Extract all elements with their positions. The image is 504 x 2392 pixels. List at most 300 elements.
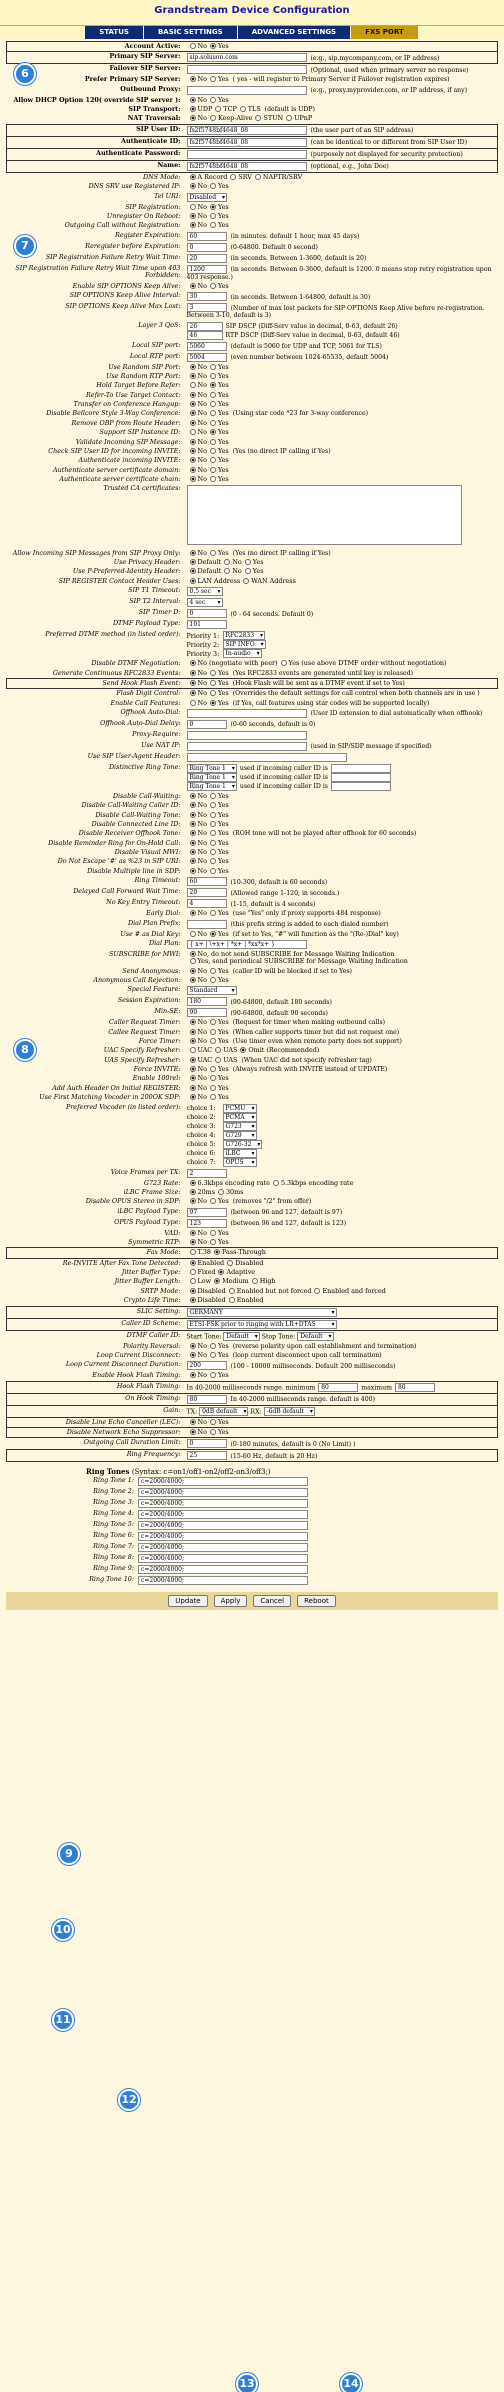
refer-to-use-target-contact-option[interactable] bbox=[187, 391, 207, 399]
support-sip-instance-id-option[interactable] bbox=[207, 428, 229, 436]
disable-call-waiting-tone-option[interactable] bbox=[207, 811, 229, 819]
use-random-sip-port-option[interactable] bbox=[187, 363, 207, 371]
sip-registration-failure-retry-wait-time-input[interactable]: 20 bbox=[187, 254, 227, 263]
enable-call-features-option[interactable] bbox=[207, 699, 229, 707]
loop-current-disconnect-duration-input[interactable]: 200 bbox=[187, 1361, 227, 1370]
dtmf-select[interactable]: RFC2833 ▾ bbox=[223, 631, 266, 640]
caller-request-timer-option[interactable] bbox=[187, 1018, 207, 1026]
disable-multiple-line-in-sdp-option[interactable] bbox=[187, 867, 207, 875]
radio-button[interactable] bbox=[210, 439, 216, 445]
validate-incoming-sip-message-option[interactable] bbox=[187, 438, 207, 446]
transfer-on-conference-hangup-option[interactable] bbox=[207, 400, 229, 408]
radio-button[interactable] bbox=[190, 1198, 196, 1204]
loop-current-disconnect-option[interactable] bbox=[187, 1351, 207, 1359]
ring-tone-input[interactable]: c=2000/4000; bbox=[138, 1532, 308, 1541]
caller-id-input[interactable] bbox=[331, 782, 391, 791]
use-p-preferred-identity-header-option[interactable] bbox=[187, 567, 222, 575]
radio-button[interactable] bbox=[230, 174, 236, 180]
sip-t1-timeout-select[interactable]: 0.5 sec ▾ bbox=[187, 587, 223, 596]
radio-button[interactable] bbox=[210, 364, 216, 370]
radio-button[interactable] bbox=[190, 476, 196, 482]
enable-100rel-option[interactable] bbox=[187, 1074, 207, 1082]
dns-srv-use-registered-ip-option[interactable] bbox=[187, 182, 207, 190]
radio-button[interactable] bbox=[210, 700, 216, 706]
use-random-rtp-port-option[interactable] bbox=[207, 372, 229, 380]
allow-incoming-sip-messages-from-sip-pro-option[interactable] bbox=[207, 549, 229, 557]
check-sip-user-id-for-incoming-invite-option[interactable] bbox=[187, 447, 207, 455]
outgoing-call-duration-limit-input[interactable]: 0 bbox=[187, 1439, 227, 1448]
check-sip-user-id-for-incoming-invite-option[interactable] bbox=[207, 447, 229, 455]
radio-button[interactable] bbox=[227, 1260, 233, 1266]
radio-button[interactable] bbox=[240, 1047, 246, 1053]
radio-button[interactable] bbox=[224, 559, 230, 565]
disable-bellcore-style-3-way-conference-option[interactable] bbox=[187, 409, 207, 417]
hold-target-before-refer-option[interactable] bbox=[207, 381, 229, 389]
use-privacy-header-option[interactable] bbox=[187, 558, 222, 566]
jitter-buffer-length-option[interactable] bbox=[249, 1277, 276, 1285]
radio-button[interactable] bbox=[190, 1057, 196, 1063]
hook-flash-max-input[interactable]: 80 bbox=[395, 1383, 435, 1392]
radio-button[interactable] bbox=[190, 958, 196, 964]
dtmf-select[interactable]: SIP INFO ▾ bbox=[223, 640, 266, 649]
primary-sip-server-input[interactable]: sip.soluson.com bbox=[187, 53, 307, 62]
radio-button[interactable] bbox=[214, 1278, 220, 1284]
radio-button[interactable] bbox=[190, 1429, 196, 1435]
symmetric-rtp-option[interactable] bbox=[187, 1238, 207, 1246]
apply-button[interactable]: Apply bbox=[214, 1595, 248, 1607]
use-privacy-header-option[interactable] bbox=[221, 558, 241, 566]
radio-button[interactable] bbox=[190, 1230, 196, 1236]
radio-button[interactable] bbox=[190, 410, 196, 416]
sip-transport-option[interactable] bbox=[237, 105, 261, 113]
tab-basic-settings[interactable]: BASIC SETTINGS bbox=[144, 26, 238, 39]
no-key-entry-timeout-input[interactable]: 4 bbox=[187, 899, 227, 908]
radio-button[interactable] bbox=[190, 578, 196, 584]
radio-button[interactable] bbox=[190, 43, 196, 49]
transfer-on-conference-hangup-option[interactable] bbox=[187, 400, 207, 408]
radio-button[interactable] bbox=[210, 1343, 216, 1349]
use-nat-ip-input[interactable] bbox=[187, 742, 307, 751]
radio-button[interactable] bbox=[190, 1180, 196, 1186]
uac-specify-refresher-option[interactable] bbox=[212, 1046, 237, 1054]
radio-button[interactable] bbox=[210, 401, 216, 407]
radio-button[interactable] bbox=[210, 283, 216, 289]
disable-visual-mwi-option[interactable] bbox=[207, 848, 229, 856]
nat-traversal-option[interactable] bbox=[252, 114, 283, 122]
radio-button[interactable] bbox=[190, 97, 196, 103]
opus-payload-type-input[interactable]: 123 bbox=[187, 1219, 227, 1228]
radio-button[interactable] bbox=[190, 1239, 196, 1245]
nat-traversal-option[interactable] bbox=[283, 114, 312, 122]
radio-button[interactable] bbox=[190, 1085, 196, 1091]
radio-button[interactable] bbox=[210, 1029, 216, 1035]
do-not-escape-as-23-in-sip-uri-option[interactable] bbox=[187, 857, 207, 865]
radio-button[interactable] bbox=[190, 1029, 196, 1035]
name-input[interactable]: fs2f5748bf4648_08 bbox=[187, 162, 307, 171]
radio-button[interactable] bbox=[190, 1075, 196, 1081]
unregister-on-reboot-option[interactable] bbox=[207, 212, 229, 220]
radio-button[interactable] bbox=[190, 700, 196, 706]
enable-sip-options-keep-alive-option[interactable] bbox=[187, 282, 207, 290]
dns-mode-option[interactable] bbox=[187, 173, 228, 181]
radio-button[interactable] bbox=[255, 174, 261, 180]
symmetric-rtp-option[interactable] bbox=[207, 1238, 229, 1246]
generate-continuous-rfc2833-events-option[interactable] bbox=[187, 669, 207, 677]
radio-button[interactable] bbox=[245, 568, 251, 574]
local-sip-port-input[interactable]: 5060 bbox=[187, 342, 227, 351]
tel-uri-select[interactable]: Disabled ▾ bbox=[187, 193, 228, 202]
sip-options-keep-alive-max-lost-input[interactable]: 3 bbox=[187, 303, 227, 312]
vad-option[interactable] bbox=[187, 1229, 207, 1237]
anonymous-call-rejection-option[interactable] bbox=[187, 976, 207, 984]
radio-button[interactable] bbox=[245, 559, 251, 565]
send-hook-flash-event-option[interactable] bbox=[207, 679, 229, 687]
radio-button[interactable] bbox=[190, 1094, 196, 1100]
dscp-input[interactable]: 46 bbox=[187, 331, 223, 340]
authenticate-server-certificate-chain-option[interactable] bbox=[207, 475, 229, 483]
early-dial-option[interactable] bbox=[187, 909, 207, 917]
allow-incoming-sip-messages-from-sip-pro-option[interactable] bbox=[187, 549, 207, 557]
radio-button[interactable] bbox=[210, 183, 216, 189]
radio-button[interactable] bbox=[210, 550, 216, 556]
ring-tone-input[interactable]: c=2000/4000; bbox=[138, 1521, 308, 1530]
sip-transport-option[interactable] bbox=[212, 105, 236, 113]
radio-button[interactable] bbox=[190, 830, 196, 836]
radio-button[interactable] bbox=[190, 1249, 196, 1255]
radio-button[interactable] bbox=[210, 1094, 216, 1100]
radio-button[interactable] bbox=[210, 373, 216, 379]
prefer-primary-sip-server-option[interactable] bbox=[207, 75, 229, 83]
disable-line-echo-canceller-lec-option[interactable] bbox=[187, 1418, 207, 1426]
authenticate-server-certificate-domain-option[interactable] bbox=[187, 466, 207, 474]
reregister-before-expiration-input[interactable]: 0 bbox=[187, 243, 227, 252]
radio-button[interactable] bbox=[190, 115, 196, 121]
add-auth-header-on-initial-register-option[interactable] bbox=[187, 1084, 207, 1092]
uas-specify-refresher-option[interactable] bbox=[212, 1056, 237, 1064]
radio-button[interactable] bbox=[210, 1075, 216, 1081]
radio-button[interactable] bbox=[210, 910, 216, 916]
radio-button[interactable] bbox=[210, 830, 216, 836]
ring-tone-input[interactable]: c=2000/4000; bbox=[138, 1565, 308, 1574]
enable-sip-options-keep-alive-option[interactable] bbox=[207, 282, 229, 290]
use-as-dial-key-option[interactable] bbox=[187, 930, 207, 938]
remove-obp-from-route-header-option[interactable] bbox=[207, 419, 229, 427]
radio-button[interactable] bbox=[210, 793, 216, 799]
special-feature-select[interactable]: Standard ▾ bbox=[187, 986, 237, 995]
enable-call-features-option[interactable] bbox=[187, 699, 207, 707]
caller-id-input[interactable] bbox=[331, 764, 391, 773]
disable-multiple-line-in-sdp-option[interactable] bbox=[207, 867, 229, 875]
ring-tone-input[interactable]: c=2000/4000; bbox=[138, 1554, 308, 1563]
disable-network-echo-suppressor-option[interactable] bbox=[187, 1428, 207, 1436]
radio-button[interactable] bbox=[214, 1249, 220, 1255]
use-as-dial-key-option[interactable] bbox=[207, 930, 229, 938]
srtp-mode-option[interactable] bbox=[311, 1287, 385, 1295]
radio-button[interactable] bbox=[281, 660, 287, 666]
radio-button[interactable] bbox=[210, 1419, 216, 1425]
disable-visual-mwi-option[interactable] bbox=[187, 848, 207, 856]
radio-button[interactable] bbox=[210, 43, 216, 49]
radio-button[interactable] bbox=[210, 1019, 216, 1025]
fax-mode-option[interactable] bbox=[187, 1248, 212, 1256]
use-random-sip-port-option[interactable] bbox=[207, 363, 229, 371]
srtp-mode-option[interactable] bbox=[226, 1287, 312, 1295]
register-expiration-input[interactable]: 60 bbox=[187, 232, 227, 241]
radio-button[interactable] bbox=[190, 1269, 196, 1275]
disable-receiver-offhook-tone-option[interactable] bbox=[207, 829, 229, 837]
radio-button[interactable] bbox=[190, 174, 196, 180]
disable-opus-stereo-in-sdp-option[interactable] bbox=[187, 1197, 207, 1205]
radio-button[interactable] bbox=[190, 550, 196, 556]
radio-button[interactable] bbox=[190, 951, 196, 957]
add-auth-header-on-initial-register-option[interactable] bbox=[207, 1084, 229, 1092]
vocoder-select[interactable]: iLBC ▾ bbox=[223, 1149, 257, 1158]
tab-fxs-port[interactable]: FXS PORT bbox=[351, 26, 419, 39]
radio-button[interactable] bbox=[210, 457, 216, 463]
radio-button[interactable] bbox=[190, 680, 196, 686]
radio-button[interactable] bbox=[190, 1419, 196, 1425]
radio-button[interactable] bbox=[190, 1066, 196, 1072]
disable-connected-line-id-option[interactable] bbox=[207, 820, 229, 828]
caller-id-input[interactable] bbox=[331, 773, 391, 782]
radio-button[interactable] bbox=[215, 1057, 221, 1063]
radio-button[interactable] bbox=[229, 1297, 235, 1303]
disable-dtmf-negotiation-option[interactable] bbox=[187, 659, 278, 667]
nat-traversal-option[interactable] bbox=[187, 114, 207, 122]
radio-button[interactable] bbox=[210, 213, 216, 219]
jitter-buffer-length-option[interactable] bbox=[211, 1277, 249, 1285]
force-invite-option[interactable] bbox=[207, 1065, 229, 1073]
reboot-button[interactable]: Reboot bbox=[297, 1595, 336, 1607]
radio-button[interactable] bbox=[190, 812, 196, 818]
crypto-life-time-option[interactable] bbox=[187, 1296, 226, 1304]
authenticate-server-certificate-chain-option[interactable] bbox=[187, 475, 207, 483]
disable-call-waiting-caller-id-option[interactable] bbox=[187, 801, 207, 809]
radio-button[interactable] bbox=[218, 1189, 224, 1195]
radio-button[interactable] bbox=[210, 1239, 216, 1245]
radio-button[interactable] bbox=[273, 1180, 279, 1186]
force-timer-option[interactable] bbox=[187, 1037, 207, 1045]
offhook-auto-dial-delay-input[interactable]: 0 bbox=[187, 720, 227, 729]
polarity-reversal-option[interactable] bbox=[207, 1342, 229, 1350]
vocoder-select[interactable]: PCMA ▾ bbox=[223, 1113, 257, 1122]
radio-button[interactable] bbox=[252, 1278, 258, 1284]
disable-call-waiting-tone-option[interactable] bbox=[187, 811, 207, 819]
radio-button[interactable] bbox=[210, 222, 216, 228]
radio-button[interactable] bbox=[286, 115, 292, 121]
radio-button[interactable] bbox=[210, 1038, 216, 1044]
radio-button[interactable] bbox=[190, 467, 196, 473]
disable-call-waiting-caller-id-option[interactable] bbox=[207, 801, 229, 809]
use-p-preferred-identity-header-option[interactable] bbox=[242, 567, 264, 575]
radio-button[interactable] bbox=[210, 1230, 216, 1236]
trusted-ca-textarea[interactable] bbox=[187, 485, 462, 545]
callee-request-timer-option[interactable] bbox=[187, 1028, 207, 1036]
use-p-preferred-identity-header-option[interactable] bbox=[221, 567, 241, 575]
allow-dhcp-option-120-override-sip-serve-option[interactable] bbox=[207, 96, 229, 104]
radio-button[interactable] bbox=[190, 690, 196, 696]
dns-mode-option[interactable] bbox=[227, 173, 252, 181]
radio-button[interactable] bbox=[210, 448, 216, 454]
force-timer-option[interactable] bbox=[207, 1037, 229, 1045]
offhook-auto-dial-input[interactable] bbox=[187, 709, 307, 718]
radio-button[interactable] bbox=[190, 1278, 196, 1284]
disable-receiver-offhook-tone-option[interactable] bbox=[187, 829, 207, 837]
dial-plan-input[interactable]: { x+ | \+x+ | *x+ | *xx*x+ } bbox=[187, 940, 307, 949]
ring-tone-input[interactable]: c=2000/4000; bbox=[138, 1488, 308, 1497]
gain-tx-select[interactable]: 0dB default ▾ bbox=[199, 1407, 248, 1416]
outgoing-call-without-registration-option[interactable] bbox=[187, 221, 207, 229]
update-button[interactable]: Update bbox=[168, 1595, 207, 1607]
radio-button[interactable] bbox=[190, 977, 196, 983]
radio-button[interactable] bbox=[210, 420, 216, 426]
enable-hook-flash-timing-option[interactable] bbox=[207, 1371, 229, 1379]
radio-button[interactable] bbox=[210, 868, 216, 874]
sip-user-id-input[interactable]: fs2f5748bf4648_08 bbox=[187, 126, 307, 135]
refer-to-use-target-contact-option[interactable] bbox=[207, 391, 229, 399]
local-rtp-port-input[interactable]: 5004 bbox=[187, 353, 227, 362]
ring-frequency-input[interactable]: 25 bbox=[187, 1451, 227, 1460]
gain-rx-select[interactable]: -6dB default ▾ bbox=[264, 1407, 315, 1416]
radio-button[interactable] bbox=[210, 690, 216, 696]
disable-connected-line-id-option[interactable] bbox=[187, 820, 207, 828]
disable-opus-stereo-in-sdp-option[interactable] bbox=[207, 1197, 229, 1205]
use-first-matching-vocoder-in-200ok-sdp-option[interactable] bbox=[187, 1093, 207, 1101]
uas-specify-refresher-option[interactable] bbox=[187, 1056, 213, 1064]
radio-button[interactable] bbox=[190, 382, 196, 388]
radio-button[interactable] bbox=[210, 1372, 216, 1378]
radio-button[interactable] bbox=[210, 680, 216, 686]
hook-flash-min-input[interactable]: 80 bbox=[318, 1383, 358, 1392]
authenticate-server-certificate-domain-option[interactable] bbox=[207, 466, 229, 474]
vad-option[interactable] bbox=[207, 1229, 229, 1237]
hold-target-before-refer-option[interactable] bbox=[187, 381, 207, 389]
on-hook-timing-input[interactable]: 80 bbox=[187, 1395, 227, 1404]
radio-button[interactable] bbox=[210, 670, 216, 676]
radio-button[interactable] bbox=[210, 858, 216, 864]
tab-status[interactable]: STATUS bbox=[85, 26, 144, 39]
sip-registration-option[interactable] bbox=[207, 203, 229, 211]
ring-tone-input[interactable]: c=2000/4000; bbox=[138, 1477, 308, 1486]
radio-button[interactable] bbox=[210, 802, 216, 808]
dtmf-payload-type-input[interactable]: 101 bbox=[187, 620, 227, 629]
use-random-rtp-port-option[interactable] bbox=[187, 372, 207, 380]
disable-bellcore-style-3-way-conference-option[interactable] bbox=[207, 409, 229, 417]
radio-button[interactable] bbox=[190, 213, 196, 219]
radio-button[interactable] bbox=[210, 1066, 216, 1072]
validate-incoming-sip-message-option[interactable] bbox=[207, 438, 229, 446]
radio-button[interactable] bbox=[190, 858, 196, 864]
radio-button[interactable] bbox=[190, 364, 196, 370]
radio-button[interactable] bbox=[210, 1085, 216, 1091]
ring-tone-input[interactable]: c=2000/4000; bbox=[138, 1499, 308, 1508]
radio-button[interactable] bbox=[210, 410, 216, 416]
disable-line-echo-canceller-lec-option[interactable] bbox=[207, 1418, 229, 1426]
radio-button[interactable] bbox=[190, 931, 196, 937]
radio-button[interactable] bbox=[229, 1288, 235, 1294]
radio-button[interactable] bbox=[190, 183, 196, 189]
re-invite-after-fax-tone-detected-option[interactable] bbox=[224, 1259, 263, 1267]
uac-specify-refresher-option[interactable] bbox=[237, 1046, 319, 1054]
ilbc-frame-size-option[interactable] bbox=[215, 1188, 243, 1196]
polarity-reversal-option[interactable] bbox=[187, 1342, 207, 1350]
distinctive-ring-select[interactable]: Ring Tone 1 ▾ bbox=[187, 764, 237, 773]
radio-button[interactable] bbox=[210, 115, 216, 121]
vocoder-select[interactable]: G723 ▾ bbox=[223, 1122, 257, 1131]
radio-button[interactable] bbox=[190, 968, 196, 974]
disable-call-waiting-option[interactable] bbox=[207, 792, 229, 800]
flash-digit-control-option[interactable] bbox=[207, 689, 229, 697]
radio-button[interactable] bbox=[190, 1189, 196, 1195]
voice-frames-per-tx-input[interactable]: 2 bbox=[187, 1169, 227, 1178]
radio-button[interactable] bbox=[190, 1260, 196, 1266]
radio-button[interactable] bbox=[190, 222, 196, 228]
slic-setting-select[interactable]: GERMANY ▾ bbox=[187, 1308, 337, 1317]
vocoder-select[interactable]: PCMU ▾ bbox=[223, 1104, 257, 1113]
g723-rate-option[interactable] bbox=[270, 1179, 353, 1187]
callee-request-timer-option[interactable] bbox=[207, 1028, 229, 1036]
radio-button[interactable] bbox=[190, 1352, 196, 1358]
radio-button[interactable] bbox=[190, 373, 196, 379]
allow-dhcp-option-120-override-sip-serve-option[interactable] bbox=[187, 96, 207, 104]
radio-button[interactable] bbox=[190, 1297, 196, 1303]
flash-digit-control-option[interactable] bbox=[187, 689, 207, 697]
radio-button[interactable] bbox=[190, 1372, 196, 1378]
authenticate-id-input[interactable]: fs2f5748bf4648_08 bbox=[187, 138, 307, 147]
radio-button[interactable] bbox=[224, 568, 230, 574]
authenticate-incoming-invite-option[interactable] bbox=[207, 456, 229, 464]
use-sip-user-agent-header-input[interactable] bbox=[187, 753, 347, 762]
ring-timeout-input[interactable]: 60 bbox=[187, 877, 227, 886]
radio-button[interactable] bbox=[210, 977, 216, 983]
account-active-option[interactable] bbox=[207, 42, 229, 50]
radio-button[interactable] bbox=[190, 392, 196, 398]
min-se-input[interactable]: 90 bbox=[187, 1008, 227, 1017]
anonymous-call-rejection-option[interactable] bbox=[207, 976, 229, 984]
disable-reminder-ring-for-on-hold-call-option[interactable] bbox=[187, 839, 207, 847]
uac-specify-refresher-option[interactable] bbox=[187, 1046, 213, 1054]
radio-button[interactable] bbox=[210, 429, 216, 435]
radio-button[interactable] bbox=[210, 1352, 216, 1358]
caller-request-timer-option[interactable] bbox=[207, 1018, 229, 1026]
send-anonymous-option[interactable] bbox=[187, 967, 207, 975]
radio-button[interactable] bbox=[190, 420, 196, 426]
disable-network-echo-suppressor-option[interactable] bbox=[207, 1428, 229, 1436]
radio-button[interactable] bbox=[190, 439, 196, 445]
caller-id-scheme-select[interactable]: ETSI-FSK prior to ringing with LR+DTAS ▾ bbox=[187, 1320, 337, 1329]
radio-button[interactable] bbox=[210, 931, 216, 937]
radio-button[interactable] bbox=[190, 1038, 196, 1044]
radio-button[interactable] bbox=[210, 849, 216, 855]
radio-button[interactable] bbox=[190, 660, 196, 666]
dial-plan-prefix-input[interactable] bbox=[187, 920, 227, 929]
nat-traversal-option[interactable] bbox=[207, 114, 253, 122]
radio-button[interactable] bbox=[190, 559, 196, 565]
radio-button[interactable] bbox=[190, 457, 196, 463]
cancel-button[interactable]: Cancel bbox=[253, 1595, 291, 1607]
radio-button[interactable] bbox=[255, 115, 261, 121]
vocoder-select[interactable]: G729 ▾ bbox=[223, 1131, 257, 1140]
outbound-proxy-input[interactable] bbox=[187, 86, 307, 95]
radio-button[interactable] bbox=[210, 968, 216, 974]
delayed-call-forward-wait-time-input[interactable]: 20 bbox=[187, 888, 227, 897]
g723-rate-option[interactable] bbox=[187, 1179, 270, 1187]
radio-button[interactable] bbox=[210, 97, 216, 103]
radio-button[interactable] bbox=[210, 382, 216, 388]
distinctive-ring-select[interactable]: Ring Tone 1 ▾ bbox=[187, 782, 237, 791]
support-sip-instance-id-option[interactable] bbox=[187, 428, 207, 436]
ring-tone-input[interactable]: c=2000/4000; bbox=[138, 1543, 308, 1552]
